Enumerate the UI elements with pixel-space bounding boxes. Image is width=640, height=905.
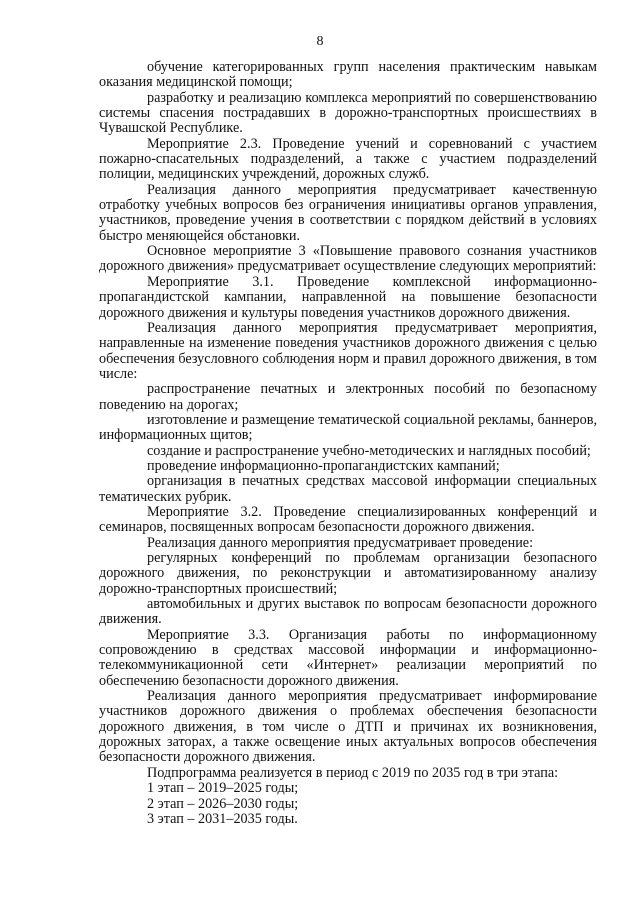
paragraph-13: Мероприятие 3.2. Проведение специализированных конференций и семинаров, посвященных вопросам безопасности дорожного движения.	[99, 503, 597, 536]
paragraph-19: Подпрограмма реализуется в период с 2019 по 2035 год в три этапа:	[147, 764, 559, 781]
paragraph-18: Реализация данного мероприятия предусматривает информирование участников дорожного движения о проблемах обеспечения безопасности дорожного движения, в том числе о ДТП и причинах их возникновения, дорожных заторах, а также освещение иных актуальных вопросов обеспечения безопасности дорожного движения.	[99, 688, 597, 766]
paragraph-7: Реализация данного мероприятия предусматривает мероприятия, направленные на изменение поведения участников дорожного движения с целью обеспечения безусловного соблюдения норм и правил дорожного движения, в том числе:	[99, 319, 597, 382]
paragraph-20: 1 этап – 2019–2025 годы;	[147, 780, 299, 797]
paragraph-1: обучение категорированных групп населения практическим навыкам оказания медицинской помощи;	[99, 59, 597, 91]
paragraph-3: Мероприятие 2.3. Проведение учений и соревнований с участием пожарно-спасательных подразделений, а также с участием подразделений полиции, медицинских учреждений, дорожных служб.	[99, 135, 597, 183]
body-text	[99, 60, 597, 827]
paragraph-15: регулярных конференций по проблемам организации безопасного дорожного движения, по реконструкции и автоматизированному анализу дорожно-транспортных происшествий;	[99, 550, 597, 597]
paragraph-16: автомобильных и других выставок по вопросам безопасности дорожного движения.	[99, 596, 597, 628]
paragraph-12: организация в печатных средствах массовой информации специальных тематических рубрик.	[99, 473, 597, 505]
paragraph-17: Мероприятие 3.3. Организация работы по информационному сопровождению в средствах массовой информации и информационно-телекоммуникационной сети «Интернет» реализации мероприятий по обеспечению безопасности дорожного движения.	[99, 626, 597, 689]
paragraph-11: проведение информационно-пропагандистских кампаний;	[147, 457, 500, 474]
paragraph-8: распространение печатных и электронных пособий по безопасному поведению на дорогах;	[99, 381, 597, 413]
paragraph-14: Реализация данного мероприятия предусматривает проведение:	[147, 534, 534, 551]
paragraph-21: 2 этап – 2026–2030 годы;	[147, 795, 299, 812]
paragraph-5: Основное мероприятие 3 «Повышение правового сознания участников дорожного движения» предусматривает осуществление следующих мероприятий:	[99, 243, 597, 275]
paragraph-10: создание и распространение учебно-методических и наглядных пособий;	[147, 442, 591, 459]
paragraph-9: изготовление и размещение тематической социальной рекламы, баннеров, информационных щитов;	[99, 411, 597, 444]
paragraph-22: 3 этап – 2031–2035 годы.	[147, 810, 298, 827]
paragraph-4: Реализация данного мероприятия предусматривает качественную отработку учебных вопросов без ограничения инициативы органов управления, участников, проведение учения в соответствии с порядком действий в условиях быстро меняющейся обстановки.	[99, 181, 597, 244]
paragraph-2: разработку и реализацию комплекса мероприятий по совершенствованию системы спасения пострадавших в дорожно-транспортных происшествиях в Чувашской Республике.	[99, 89, 597, 137]
paragraph-6: Мероприятие 3.1. Проведение комплексной информационно-пропагандистской кампании, направленной на повышение безопасности дорожного движения и культуры поведения участников дорожного движения.	[99, 273, 597, 321]
page-number: 8	[316, 34, 324, 49]
